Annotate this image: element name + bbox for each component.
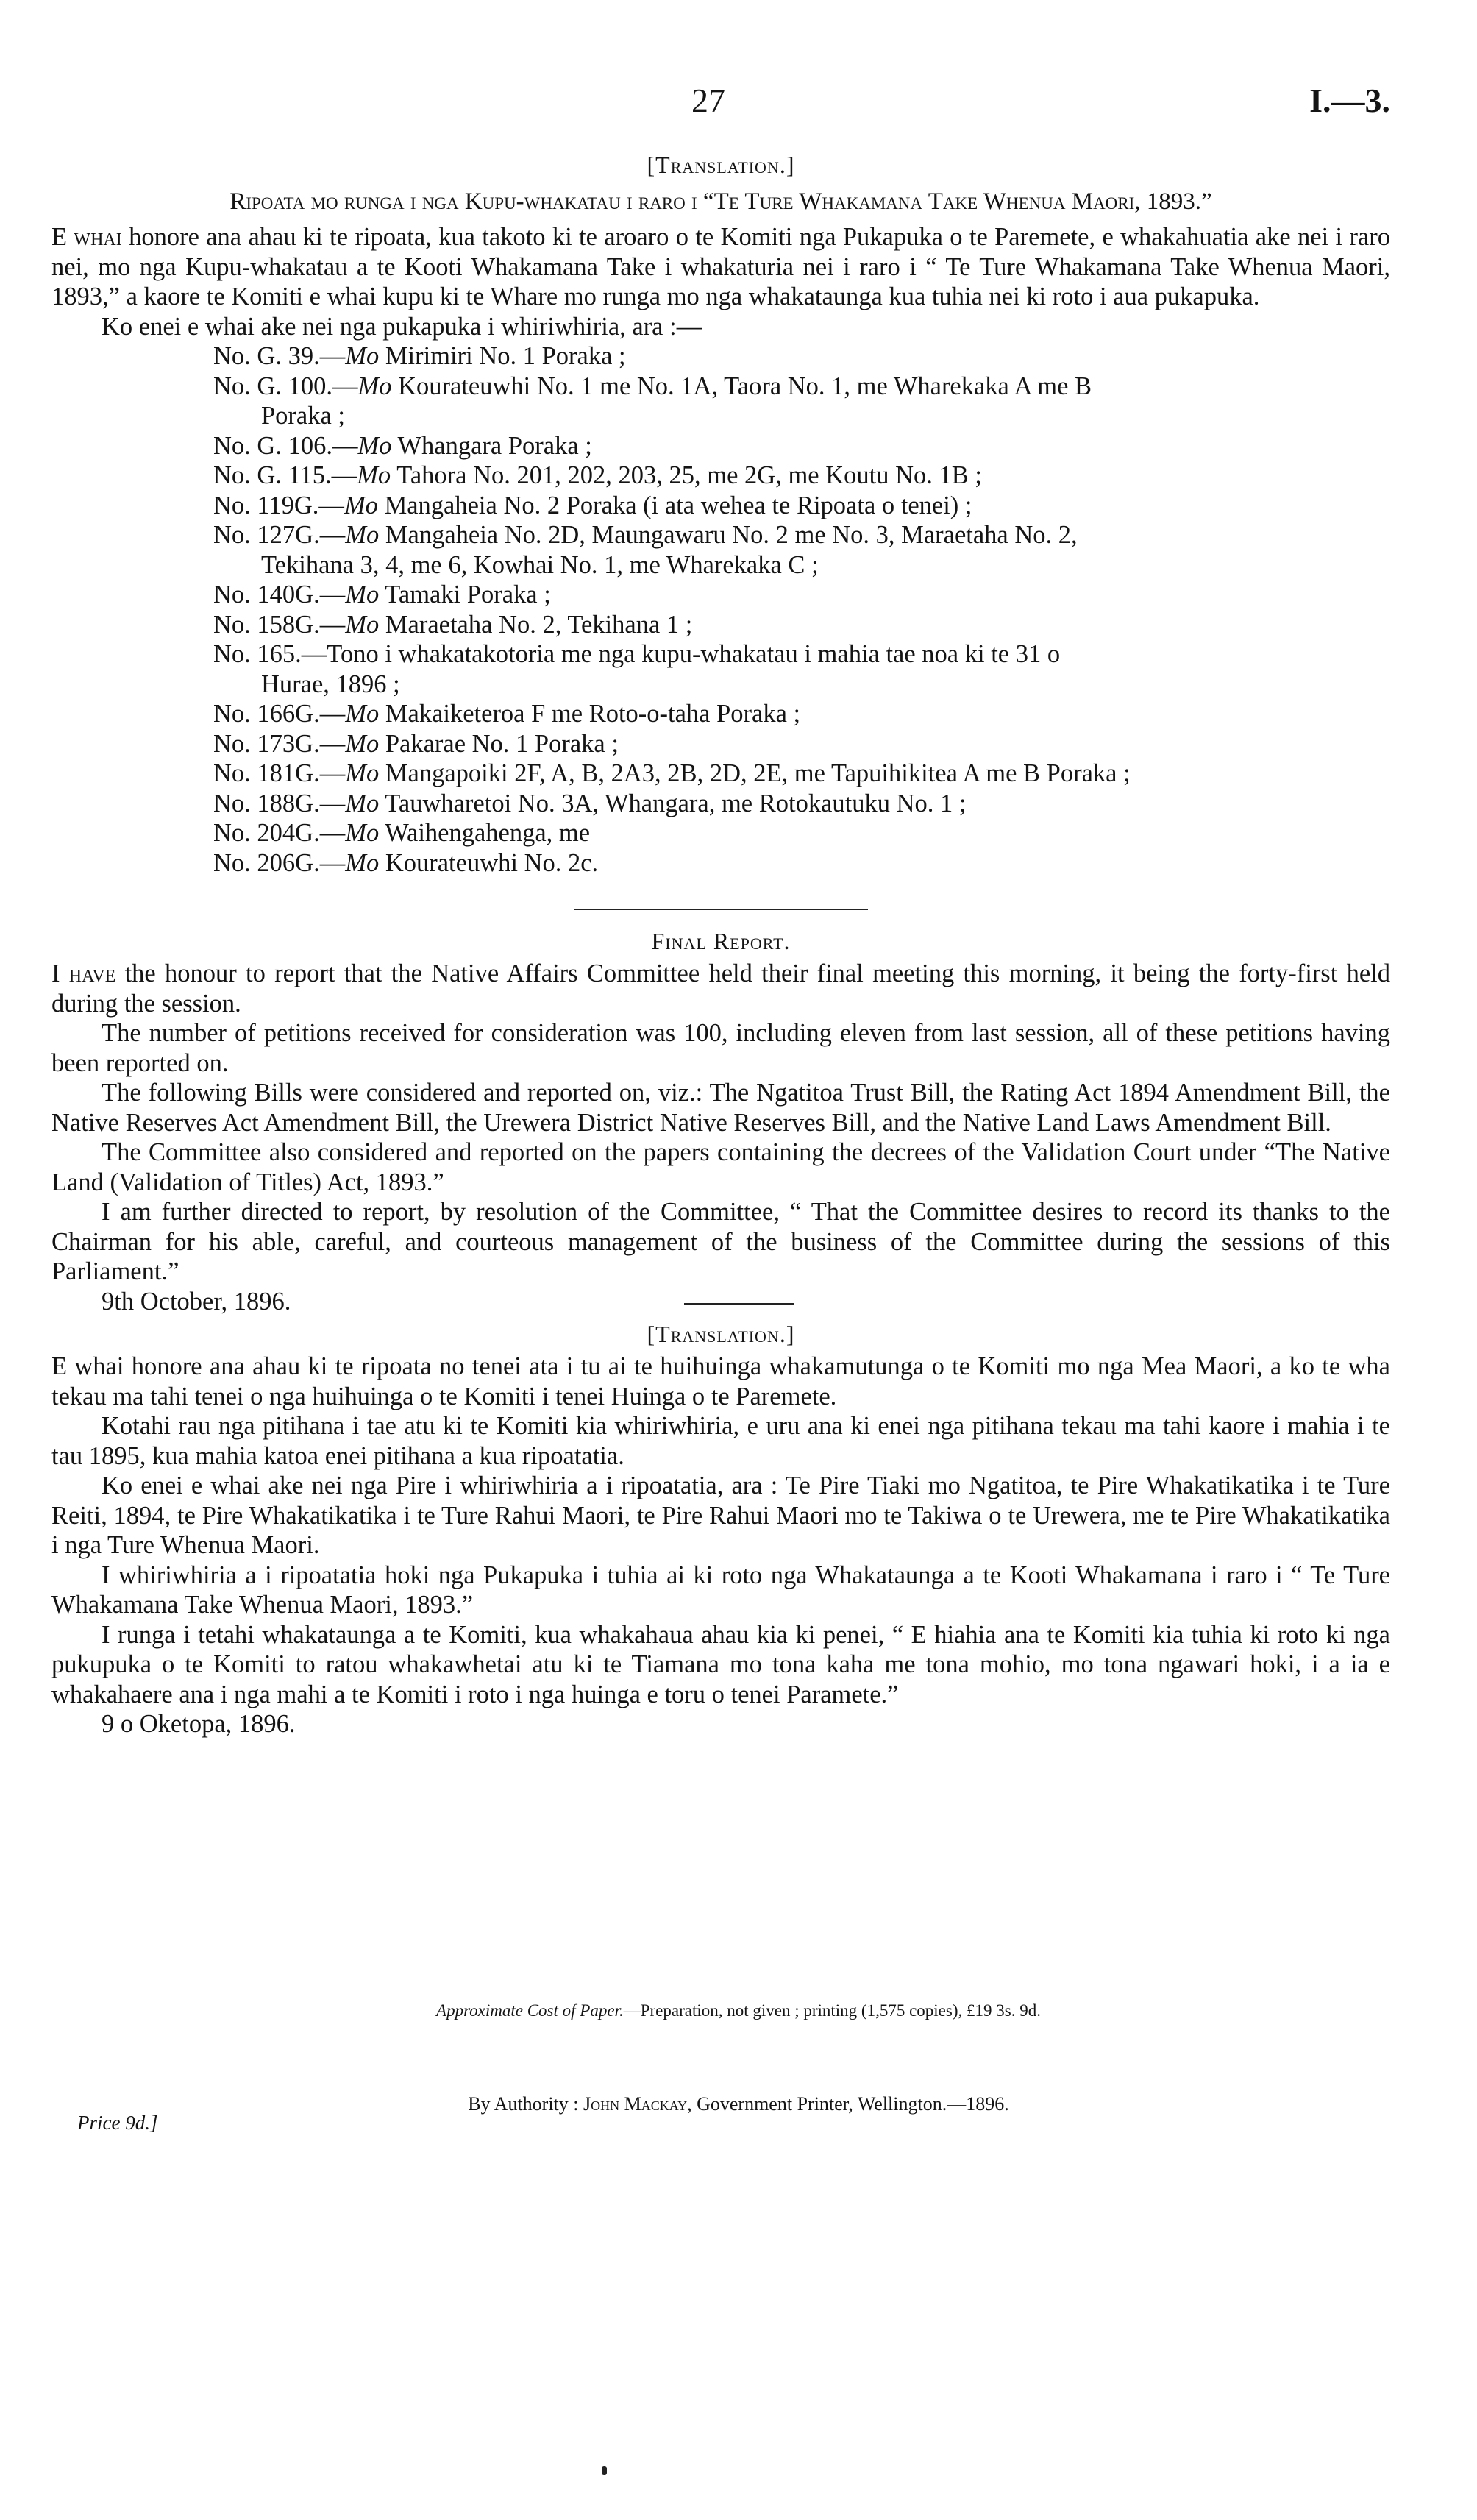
list-item: No. G. 115.—Mo Tahora No. 201, 202, 203, 25, me 2G, me Koutu No. 1B ;: [213, 461, 982, 489]
list-item: No. 166G.—Mo Makaiketeroa F me Roto-o-taha Poraka ;: [213, 700, 801, 728]
printer-imprint: By Authority : John Mackay, Government Printer, Wellington.—1896.: [468, 2093, 1009, 2115]
page-content: [51, 147, 1390, 1739]
paragraph: Kotahi rau nga pitihana i tae atu ki te Komiti kia whiriwhiria, e uru ana ki enei nga pitihana tekau ma tahi kaore i mahia i te tau 1895, kua mahia katoa enei pitihana a kua ripoatatia.: [51, 1412, 1390, 1470]
paragraph: The following Bills were considered and reported on, viz.: The Ngatitoa Trust Bill, the Rating Act 1894 Amendment Bill, the Native Reserves Act Amendment Bill, the Urewera District Native Reserves Bill, and the Native Land Laws Amendment Bill.: [51, 1079, 1390, 1137]
list-item: No. 127G.—Mo Mangaheia No. 2D, Maungawaru No. 2 me No. 3, Maraetaha No. 2, Tekihana 3, 4, me 6, Kowhai No. 1, me Wharekaka C ;: [213, 521, 1078, 579]
page-number: 27: [691, 82, 725, 119]
list-item: No. 119G.—Mo Mangaheia No. 2 Poraka (i ata wehea te Ripoata o tenei) ;: [213, 491, 972, 519]
paragraph: I have the honour to report that the Native Affairs Committee held their final meeting this morning, it being the forty-first held during the session.: [51, 959, 1390, 1018]
list-item: No. 188G.—Mo Tauwharetoi No. 3A, Whangara, me Rotokautuku No. 1 ;: [213, 789, 967, 817]
list-item: No. 204G.—Mo Waihengahenga, me: [213, 819, 591, 847]
paragraph: The number of petitions received for consideration was 100, including eleven from last session, all of these petitions having been reported on.: [51, 1019, 1390, 1077]
paragraph: E whai honore ana ahau ki te ripoata no tenei ata i tu ai te huihuinga whakamutunga o te Komiti mo nga Mea Maori, a ko te wha tekau ma tahi tenei o nga huihuinga o te Komiti i tenei Huinga o te Paremete.: [51, 1352, 1390, 1410]
translation-section-two: [51, 1316, 1390, 1739]
cost-text: —Preparation, not given ; printing (1,575 copies), £19 3s. 9d.: [623, 2001, 1041, 2020]
list-item: No. 206G.—Mo Kourateuwhi No. 2c.: [213, 848, 599, 877]
cost-label: Approximate Cost of Paper.: [436, 2001, 624, 2020]
page-reference: I.—3.: [1309, 82, 1390, 119]
final-report-heading: Final Report.: [651, 928, 791, 954]
paragraph: Ko enei e whai ake nei nga pukapuka i whiriwhiria, ara :—: [102, 312, 702, 341]
paragraph: I am further directed to report, by resolution of the Committee, “ That the Committee desires to record its thanks to the Chairman for his able, careful, and courteous management of the business of the Committee during the sessions of this Parliament.”: [51, 1198, 1390, 1285]
price-label: Price 9d.]: [77, 2112, 158, 2134]
page-header: [0, 81, 1477, 140]
translation-section-one: [51, 147, 1390, 878]
lead-words: E whai: [51, 223, 122, 251]
report-date: 9th October, 1896.: [51, 1287, 1390, 1317]
translation-date: 9 o Oketopa, 1896.: [102, 1710, 296, 1738]
list-item: No. 140G.—Mo Tamaki Poraka ;: [213, 581, 551, 608]
lead-words: I have: [51, 959, 116, 987]
printer-mark: [602, 2466, 607, 2475]
list-item: No. G. 100.—Mo Kourateuwhi No. 1 me No. 1A, Taora No. 1, me Wharekaka A me B Poraka ;: [213, 372, 1092, 430]
paragraph: The Committee also considered and reported on the papers containing the decrees of the Validation Court under “The Native Land (Validation of Titles) Act, 1893.”: [51, 1138, 1390, 1196]
paragraph: I runga i tetahi whakataunga a te Komiti, kua whakahaua ahau kia ki penei, “ E hiahia ana te Komiti kia tuhia ki roto ki nga pukupuka o te Komiti to ratou whakawhetai atu ki te Tiamana mo tona kaha me tona mohio, mo tona ngawari hoki, i a ia e whakahaere ana i nga mahi a te Komiti i roto i nga huinga e toru o tenei Paramete.”: [51, 1620, 1390, 1708]
paragraph: E whai honore ana ahau ki te ripoata, kua takoto ki te aroaro o te Komiti nga Pukapuka o te Paremete, e whakahuatia ake nei i raro nei, mo nga Kupu-whakatau a te Kooti Whakamana Take i whakaturia nei i raro i “ Te Ture Whakamana Take Whenua Maori, 1893,” a kaore te Komiti e whai kupu ki te Whare mo runga mo nga whakataunga kua tuhia nei ki roto i aua pukapuka.: [51, 223, 1390, 310]
translation-heading: [Translation.]: [647, 1321, 795, 1347]
final-report-section: [51, 923, 1390, 1316]
translation-heading: [Translation.]: [647, 152, 795, 178]
list-item: No. G. 39.—Mo Mirimiri No. 1 Poraka ;: [213, 342, 626, 370]
paragraph: Ko enei e whai ake nei nga Pire i whiriwhiria a i ripoatatia, ara : Te Pire Tiaki mo Ngatitoa, te Pire Whakatikatika i te Ture Reiti, 1894, te Pire Whakatikatika i te Ture Rahui Maori, te Pire Rahui Maori mo te Takiwa o te Urewera, me te Pire Whakatikatika i nga Ture Whenua Maori.: [51, 1472, 1390, 1559]
petition-list: [51, 341, 1390, 878]
list-item: No. 165.—Tono i whakatakotoria me nga kupu-whakatau i mahia tae noa ki te 31 o Hurae, 1896 ;: [213, 640, 1061, 698]
list-item: No. 181G.—Mo Mangapoiki 2F, A, B, 2A3, 2B, 2D, 2E, me Tapuihikitea A me B Poraka ;: [213, 759, 1131, 787]
list-item: No. 158G.—Mo Maraetaha No. 2, Tekihana 1 ;: [213, 610, 693, 639]
section-divider: [574, 909, 868, 910]
cost-of-paper: [0, 2001, 1477, 2020]
section-title: Ripoata mo runga i nga Kupu-whakatau i raro i “Te Ture Whakamana Take Whenua Maori, 1893.”: [229, 188, 1212, 215]
paragraph: I whiriwhiria a i ripoatatia hoki nga Pukapuka i tuhia ai ki roto nga Whakataunga a te Kooti Whakamana i raro i “ Te Ture Whakamana Take Whenua Maori, 1893.”: [51, 1561, 1390, 1619]
printer-name: John Mackay: [583, 2093, 688, 2115]
list-item: No. G. 106.—Mo Whangara Poraka ;: [213, 431, 592, 460]
list-item: No. 173G.—Mo Pakarae No. 1 Poraka ;: [213, 729, 619, 758]
short-divider: [684, 1303, 794, 1305]
